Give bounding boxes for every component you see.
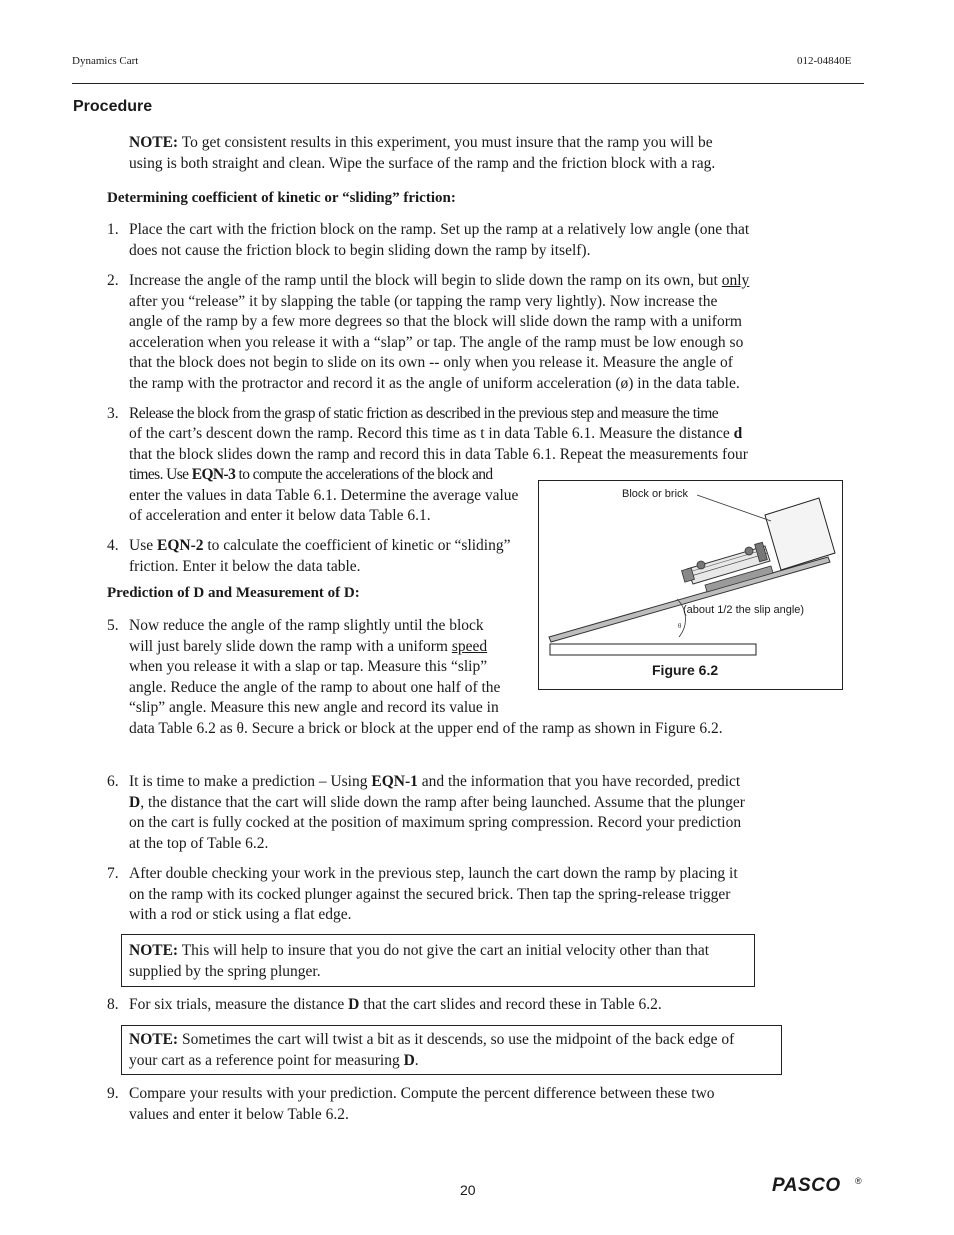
step-number: 8. [107, 996, 119, 1013]
note-label: NOTE: [129, 1031, 179, 1048]
step-line: “slip” angle. Measure this new angle and record its value in [129, 699, 499, 716]
step-line: enter the values in data Table 6.1. Determine the average value [129, 486, 519, 504]
step-line: after you “release” it by slapping the table (or tapping the ramp very lightly). Now increase the [129, 292, 718, 310]
step-line: when you release it with a slap or tap. Measure this “slip” [129, 658, 488, 675]
ramp-diagram [539, 481, 842, 689]
step-line: does not cause the friction block to begin sliding down the ramp by itself). [129, 241, 591, 259]
step-7 [129, 864, 738, 926]
bold-term: d [733, 425, 743, 442]
equation-ref: EQN-1 [371, 773, 418, 790]
step-line: Increase the angle of the ramp until the block will begin to slide down the ramp on its own, but [129, 272, 722, 289]
step-line: will just barely slide down the ramp with a uniform [129, 637, 452, 655]
step-line: that the block slides down the ramp and record this in data Table 6.1. Repeat the measurements four [129, 445, 748, 463]
running-header-title: Dynamics Cart [72, 55, 139, 67]
note-text: using is both straight and clean. Wipe the surface of the ramp and the friction block with a rag. [129, 154, 716, 172]
figure-6-2 [538, 480, 843, 690]
step-line: , the distance that the cart will slide down the ramp after being launched. Assume that the plunger [140, 793, 745, 811]
step-number: 5. [107, 617, 119, 634]
step-line: angle of the ramp by a few more degrees so that the block will slide down the ramp with a uniform [129, 313, 742, 330]
step-line: to compute the accelerations of the block and [235, 466, 493, 483]
underlined-word: only [721, 272, 750, 289]
theta-symbol: θ [236, 719, 244, 737]
step-number: 2. [107, 272, 119, 289]
label-angle: (about 1/2 the slip angle) [683, 604, 805, 616]
note-text: This will help to insure that you do not give the cart an initial velocity other than that [178, 942, 709, 959]
bold-term: D [403, 1051, 415, 1069]
step-line: to calculate the coefficient of kinetic or “sliding” [203, 537, 511, 554]
step-line: that the block does not begin to slide on its own -- only when you release it. Measure the angle of [129, 354, 733, 371]
note-text: supplied by the spring plunger. [129, 962, 321, 980]
step-3-line: Release the block from the grasp of static friction as described in the previous step and measure the time [129, 405, 719, 422]
step-number: 6. [107, 773, 119, 790]
equation-ref: EQN-2 [156, 537, 204, 554]
subheading-kinetic-friction: Determining coefficient of kinetic or “sliding” friction: [107, 190, 456, 206]
note-intro [129, 133, 715, 174]
step-line: on the cart is fully cocked at the position of maximum spring compression. Record your prediction [129, 814, 742, 831]
step-line: the ramp with the protractor and record it as the angle of uniform acceleration (ø) in the data table. [129, 374, 740, 392]
note-label: NOTE: [129, 942, 179, 959]
note-text: your cart as a reference point for measuring [129, 1051, 404, 1069]
angle-mark: θ [678, 622, 682, 630]
step-line: times. Use [129, 466, 192, 483]
leader-line [697, 495, 771, 521]
step-number: 4. [107, 537, 119, 554]
pasco-logo: PASCO [772, 1175, 841, 1196]
step-line: For six trials, measure the distance [129, 996, 349, 1013]
step-line: Use [129, 537, 157, 554]
step-line: and the information that you have recorded, predict [417, 773, 741, 790]
step-2 [129, 271, 749, 394]
note-text: . [414, 1051, 419, 1069]
step-line: Compare your results with your prediction. Compute the percent difference between these two [129, 1085, 715, 1102]
step-line: friction. Enter it below the data table. [129, 557, 361, 575]
note-text: Sometimes the cart will twist a bit as it descends, so use the midpoint of the back edge of [178, 1031, 735, 1048]
page-number: 20 [460, 1182, 476, 1198]
step-line: at the top of Table 6.2. [129, 834, 269, 852]
step-line: of acceleration and enter it below data Table 6.1. [129, 507, 431, 524]
step-line: After double checking your work in the previous step, launch the cart down the ramp by placing it [129, 865, 738, 882]
step-line: . Secure a brick or block at the upper end of the ramp as shown in Figure 6.2. [243, 719, 723, 737]
step-number: 3. [107, 405, 119, 422]
registered-mark: ® [855, 1176, 862, 1186]
note-twist [129, 1030, 734, 1071]
step-number: 7. [107, 865, 119, 882]
equation-ref: EQN-3 [191, 466, 236, 483]
step-1 [129, 220, 749, 261]
step-8 [129, 995, 662, 1016]
section-title: Procedure [73, 98, 153, 115]
note-launch [129, 941, 709, 982]
document-number: 012-04840E [797, 55, 852, 67]
step-number: 9. [107, 1085, 119, 1102]
step-line: It is time to make a prediction – Using [129, 773, 372, 790]
step-4 [129, 536, 511, 577]
step-line: Now reduce the angle of the ramp slightly until the block [129, 617, 484, 634]
step-line: Place the cart with the friction block on the ramp. Set up the ramp at a relatively low angle (one that [129, 221, 750, 238]
step-line: with a rod or stick using a flat edge. [129, 906, 352, 923]
underlined-word: speed [451, 637, 488, 655]
header-rule [72, 83, 864, 84]
step-line: values and enter it below Table 6.2. [129, 1105, 349, 1123]
step-line: acceleration when you release it with a “slap” or tap. The angle of the ramp must be low enough so [129, 333, 744, 351]
subheading-prediction: Prediction of D and Measurement of D: [107, 585, 360, 601]
step-number: 1. [107, 221, 119, 238]
step-line: angle. Reduce the angle of the ramp to about one half of the [129, 678, 501, 696]
bold-term: D [129, 793, 141, 811]
note-label: NOTE: [129, 134, 179, 151]
table-surface [550, 644, 756, 655]
step-line: on the ramp with its cocked plunger against the secured brick. Then tap the spring-release trigger [129, 885, 731, 903]
step-6 [129, 772, 745, 854]
label-block-or-brick: Block or brick [622, 488, 689, 500]
bold-term: D [348, 996, 360, 1013]
step-9 [129, 1084, 715, 1125]
note-text: To get consistent results in this experiment, you must insure that the ramp you will be [178, 134, 713, 151]
step-line: of the cart’s descent down the ramp. Record this time as t in data Table 6.1. Measure the distance [129, 425, 734, 442]
step-line: data Table 6.2 as [129, 719, 237, 737]
step-line: that the cart slides and record these in Table 6.2. [359, 996, 662, 1013]
figure-caption: Figure 6.2 [652, 662, 719, 678]
